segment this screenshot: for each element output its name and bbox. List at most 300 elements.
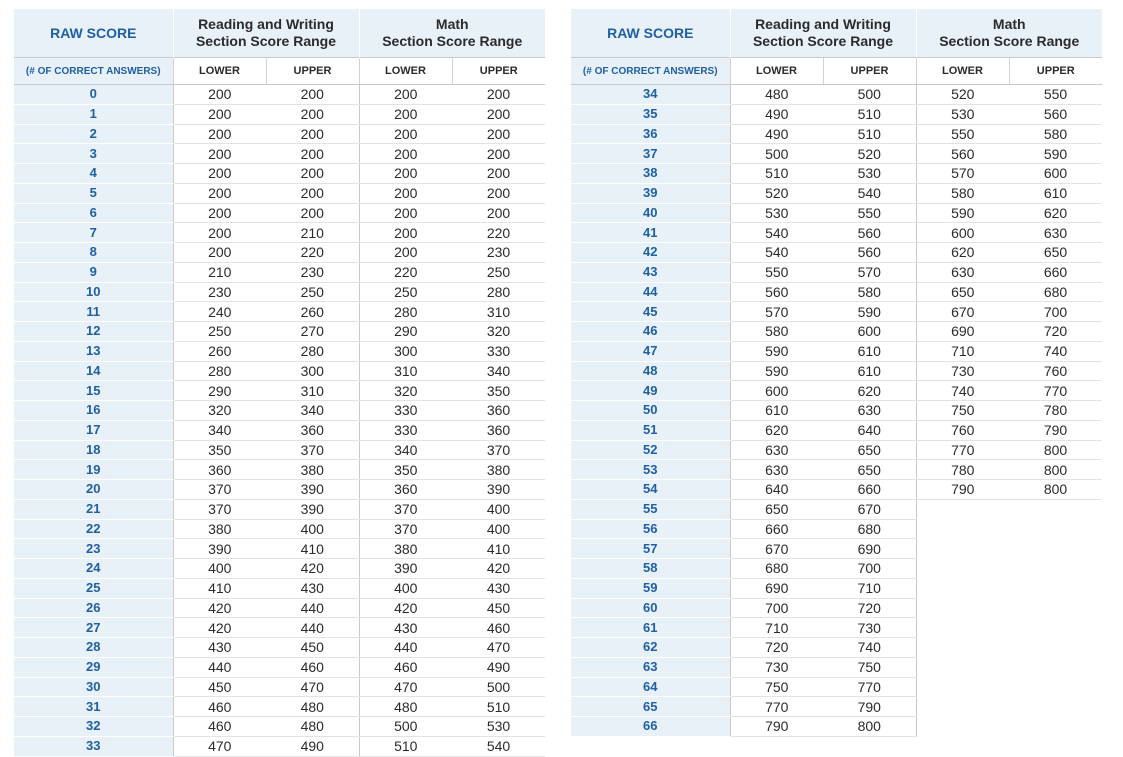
rw-lower-cell: 770 [730, 697, 823, 717]
table-row [571, 677, 1102, 697]
raw-score-cell: 31 [14, 697, 173, 717]
math-lower-cell: 200 [359, 203, 452, 223]
math-lower-cell: 420 [359, 598, 452, 618]
rw-lower-cell: 620 [730, 420, 823, 440]
raw-score-cell: 8 [14, 243, 173, 263]
raw-score-cell: 4 [14, 164, 173, 184]
table-row [571, 302, 1102, 322]
rw-upper-header: UPPER [823, 58, 916, 85]
rw-upper-cell: 300 [266, 361, 359, 381]
rw-lower-cell: 520 [730, 183, 823, 203]
raw-score-cell: 33 [14, 736, 173, 756]
rw-lower-cell: 680 [730, 559, 823, 579]
rw-lower-cell: 410 [173, 578, 266, 598]
rw-upper-cell: 400 [266, 519, 359, 539]
rw-upper-cell: 250 [266, 282, 359, 302]
raw-score-cell: 44 [571, 282, 730, 302]
math-lower-cell: 200 [359, 104, 452, 124]
table-row [14, 144, 545, 164]
raw-score-cell: 42 [571, 243, 730, 263]
rw-upper-cell: 450 [266, 638, 359, 658]
rw-lower-cell: 700 [730, 598, 823, 618]
rw-lower-cell: 320 [173, 401, 266, 421]
raw-score-cell: 6 [14, 203, 173, 223]
table-row [14, 85, 545, 105]
math-upper-cell: 200 [452, 183, 545, 203]
raw-score-cell: 16 [14, 401, 173, 421]
rw-lower-cell: 640 [730, 480, 823, 500]
raw-score-cell: 60 [571, 598, 730, 618]
rw-lower-cell: 650 [730, 499, 823, 519]
math-upper-cell [1009, 638, 1102, 658]
math-lower-cell: 360 [359, 480, 452, 500]
table-row [14, 223, 545, 243]
table-row [14, 322, 545, 342]
math-upper-cell: 340 [452, 361, 545, 381]
math-header: Math Section Score Range [359, 9, 545, 58]
math-lower-cell: 690 [916, 322, 1009, 342]
rw-lower-cell: 610 [730, 401, 823, 421]
table-row [14, 499, 545, 519]
math-lower-cell [916, 657, 1009, 677]
rw-upper-cell: 210 [266, 223, 359, 243]
rw-lower-cell: 660 [730, 519, 823, 539]
rw-upper-cell: 700 [823, 559, 916, 579]
raw-score-cell: 56 [571, 519, 730, 539]
table-row [14, 618, 545, 638]
table-row [571, 618, 1102, 638]
math-upper-cell: 200 [452, 124, 545, 144]
table-row [14, 736, 545, 756]
table-row [14, 104, 545, 124]
table-row [571, 657, 1102, 677]
math-lower-cell: 730 [916, 361, 1009, 381]
table-row [571, 401, 1102, 421]
rw-lower-cell: 630 [730, 440, 823, 460]
math-upper-cell [1009, 618, 1102, 638]
math-upper-cell: 800 [1009, 480, 1102, 500]
rw-upper-cell: 380 [266, 460, 359, 480]
math-lower-cell [916, 559, 1009, 579]
math-lower-cell: 250 [359, 282, 452, 302]
raw-score-cell: 55 [571, 499, 730, 519]
math-upper-cell: 680 [1009, 282, 1102, 302]
rw-upper-cell: 310 [266, 381, 359, 401]
raw-score-cell: 15 [14, 381, 173, 401]
math-lower-cell: 750 [916, 401, 1009, 421]
math-upper-cell: 400 [452, 519, 545, 539]
raw-score-cell: 37 [571, 144, 730, 164]
rw-lower-cell: 400 [173, 559, 266, 579]
math-upper-cell: 330 [452, 341, 545, 361]
table-row [571, 282, 1102, 302]
raw-score-cell: 52 [571, 440, 730, 460]
rw-upper-cell: 220 [266, 243, 359, 263]
rw-upper-cell: 680 [823, 519, 916, 539]
table-row [571, 420, 1102, 440]
rw-upper-cell: 230 [266, 262, 359, 282]
math-lower-cell: 280 [359, 302, 452, 322]
rw-upper-cell: 440 [266, 598, 359, 618]
table-row [14, 164, 545, 184]
table-row [14, 381, 545, 401]
rw-lower-cell: 450 [173, 677, 266, 697]
math-lower-cell: 400 [359, 578, 452, 598]
math-upper-cell: 600 [1009, 164, 1102, 184]
math-lower-cell: 480 [359, 697, 452, 717]
rw-upper-cell: 470 [266, 677, 359, 697]
rw-lower-cell: 470 [173, 736, 266, 756]
rw-lower-cell: 600 [730, 381, 823, 401]
raw-score-cell: 26 [14, 598, 173, 618]
raw-score-cell: 13 [14, 341, 173, 361]
rw-lower-cell: 550 [730, 262, 823, 282]
math-upper-cell: 560 [1009, 104, 1102, 124]
rw-upper-cell: 530 [823, 164, 916, 184]
math-lower-cell [916, 598, 1009, 618]
table-row [571, 104, 1102, 124]
raw-score-cell: 53 [571, 460, 730, 480]
math-lower-cell [916, 697, 1009, 717]
rw-lower-cell: 710 [730, 618, 823, 638]
math-upper-cell: 200 [452, 203, 545, 223]
math-lower-cell: 350 [359, 460, 452, 480]
math-upper-cell: 310 [452, 302, 545, 322]
math-upper-cell: 420 [452, 559, 545, 579]
rw-upper-cell: 490 [266, 736, 359, 756]
rw-upper-cell: 280 [266, 341, 359, 361]
math-upper-cell: 360 [452, 420, 545, 440]
math-upper-cell: 360 [452, 401, 545, 421]
rw-lower-cell: 460 [173, 717, 266, 737]
rw-lower-cell: 540 [730, 243, 823, 263]
rw-upper-header: UPPER [266, 58, 359, 85]
math-upper-cell: 720 [1009, 322, 1102, 342]
math-upper-cell [1009, 539, 1102, 559]
table-row [571, 480, 1102, 500]
rw-upper-cell: 510 [823, 124, 916, 144]
math-lower-cell [916, 638, 1009, 658]
table-row [14, 519, 545, 539]
raw-score-cell: 36 [571, 124, 730, 144]
raw-score-cell: 57 [571, 539, 730, 559]
math-upper-cell: 590 [1009, 144, 1102, 164]
rw-lower-cell: 230 [173, 282, 266, 302]
rw-upper-cell: 460 [266, 657, 359, 677]
rw-lower-cell: 370 [173, 499, 266, 519]
math-lower-cell: 200 [359, 124, 452, 144]
raw-score-cell: 29 [14, 657, 173, 677]
rw-lower-cell: 510 [730, 164, 823, 184]
table-row [14, 282, 545, 302]
math-lower-cell: 650 [916, 282, 1009, 302]
rw-lower-cell: 260 [173, 341, 266, 361]
rw-lower-cell: 420 [173, 618, 266, 638]
raw-score-cell: 66 [571, 717, 730, 737]
math-lower-cell: 780 [916, 460, 1009, 480]
math-lower-cell: 200 [359, 183, 452, 203]
table-row [14, 460, 545, 480]
table-row [571, 341, 1102, 361]
rw-upper-cell: 710 [823, 578, 916, 598]
math-upper-cell: 760 [1009, 361, 1102, 381]
rw-upper-cell: 370 [266, 440, 359, 460]
rw-lower-cell: 210 [173, 262, 266, 282]
math-upper-cell: 580 [1009, 124, 1102, 144]
rw-lower-cell: 370 [173, 480, 266, 500]
math-lower-cell: 380 [359, 539, 452, 559]
math-lower-cell: 550 [916, 124, 1009, 144]
raw-score-header: RAW SCORE [571, 9, 730, 58]
reading-writing-header: Reading and Writing Section Score Range [173, 9, 359, 58]
math-lower-cell: 430 [359, 618, 452, 638]
math-upper-cell: 220 [452, 223, 545, 243]
rw-lower-cell: 200 [173, 223, 266, 243]
raw-score-cell: 27 [14, 618, 173, 638]
rw-upper-cell: 560 [823, 223, 916, 243]
raw-score-cell: 61 [571, 618, 730, 638]
rw-lower-cell: 200 [173, 144, 266, 164]
math-lower-cell [916, 717, 1009, 737]
score-table-left [14, 9, 545, 757]
math-upper-cell: 350 [452, 381, 545, 401]
rw-upper-cell: 510 [823, 104, 916, 124]
rw-upper-cell: 740 [823, 638, 916, 658]
math-upper-cell: 230 [452, 243, 545, 263]
rw-lower-cell: 290 [173, 381, 266, 401]
raw-score-cell: 0 [14, 85, 173, 105]
rw-lower-cell: 390 [173, 539, 266, 559]
table-row [571, 638, 1102, 658]
math-lower-cell: 460 [359, 657, 452, 677]
raw-score-cell: 5 [14, 183, 173, 203]
raw-score-cell: 18 [14, 440, 173, 460]
table-row [571, 440, 1102, 460]
math-upper-cell: 800 [1009, 440, 1102, 460]
rw-upper-cell: 200 [266, 124, 359, 144]
table-row [14, 578, 545, 598]
math-lower-cell: 670 [916, 302, 1009, 322]
rw-upper-cell: 690 [823, 539, 916, 559]
table-row [14, 302, 545, 322]
math-lower-cell: 370 [359, 499, 452, 519]
raw-score-cell: 14 [14, 361, 173, 381]
math-upper-cell [1009, 519, 1102, 539]
math-upper-cell [1009, 677, 1102, 697]
rw-upper-cell: 520 [823, 144, 916, 164]
raw-score-cell: 50 [571, 401, 730, 421]
math-upper-cell: 550 [1009, 85, 1102, 105]
table-row [571, 144, 1102, 164]
math-upper-cell: 740 [1009, 341, 1102, 361]
rw-upper-cell: 480 [266, 717, 359, 737]
raw-score-cell: 30 [14, 677, 173, 697]
math-upper-cell: 450 [452, 598, 545, 618]
raw-score-cell: 22 [14, 519, 173, 539]
rw-lower-cell: 560 [730, 282, 823, 302]
table-row [571, 717, 1102, 737]
rw-lower-cell: 340 [173, 420, 266, 440]
rw-lower-cell: 280 [173, 361, 266, 381]
math-upper-cell: 700 [1009, 302, 1102, 322]
table-row [571, 539, 1102, 559]
rw-upper-cell: 730 [823, 618, 916, 638]
rw-upper-cell: 430 [266, 578, 359, 598]
math-upper-cell: 370 [452, 440, 545, 460]
raw-score-header: RAW SCORE [14, 9, 173, 58]
math-lower-cell [916, 578, 1009, 598]
table-row [571, 578, 1102, 598]
rw-lower-cell: 480 [730, 85, 823, 105]
raw-score-cell: 23 [14, 539, 173, 559]
table-row [14, 203, 545, 223]
raw-score-cell: 47 [571, 341, 730, 361]
math-header: Math Section Score Range [916, 9, 1102, 58]
math-upper-cell: 400 [452, 499, 545, 519]
math-lower-cell: 620 [916, 243, 1009, 263]
math-upper-cell: 530 [452, 717, 545, 737]
rw-lower-cell: 200 [173, 124, 266, 144]
math-lower-cell: 390 [359, 559, 452, 579]
raw-score-cell: 1 [14, 104, 173, 124]
math-upper-cell [1009, 499, 1102, 519]
rw-upper-cell: 650 [823, 440, 916, 460]
math-lower-cell: 790 [916, 480, 1009, 500]
math-upper-cell: 770 [1009, 381, 1102, 401]
math-lower-cell [916, 677, 1009, 697]
rw-lower-cell: 670 [730, 539, 823, 559]
math-lower-cell: 200 [359, 164, 452, 184]
rw-lower-cell: 730 [730, 657, 823, 677]
math-upper-cell: 780 [1009, 401, 1102, 421]
math-upper-cell: 200 [452, 164, 545, 184]
math-upper-cell: 790 [1009, 420, 1102, 440]
rw-lower-cell: 750 [730, 677, 823, 697]
table-row [14, 243, 545, 263]
math-lower-cell [916, 618, 1009, 638]
math-upper-cell: 280 [452, 282, 545, 302]
rw-upper-cell: 610 [823, 341, 916, 361]
rw-lower-cell: 460 [173, 697, 266, 717]
table-row [14, 183, 545, 203]
math-upper-cell: 630 [1009, 223, 1102, 243]
raw-score-cell: 65 [571, 697, 730, 717]
table-row [14, 559, 545, 579]
math-upper-cell: 410 [452, 539, 545, 559]
raw-score-cell: 58 [571, 559, 730, 579]
rw-upper-cell: 550 [823, 203, 916, 223]
math-lower-cell: 740 [916, 381, 1009, 401]
math-lower-cell: 570 [916, 164, 1009, 184]
rw-lower-cell: 200 [173, 164, 266, 184]
math-lower-cell: 300 [359, 341, 452, 361]
math-upper-cell [1009, 657, 1102, 677]
raw-score-cell: 17 [14, 420, 173, 440]
math-upper-cell: 540 [452, 736, 545, 756]
raw-score-cell: 19 [14, 460, 173, 480]
raw-score-cell: 62 [571, 638, 730, 658]
rw-lower-cell: 200 [173, 183, 266, 203]
raw-score-cell: 12 [14, 322, 173, 342]
raw-score-cell: 51 [571, 420, 730, 440]
table-row [14, 124, 545, 144]
rw-upper-cell: 540 [823, 183, 916, 203]
rw-upper-cell: 630 [823, 401, 916, 421]
rw-lower-cell: 790 [730, 717, 823, 737]
rw-lower-cell: 490 [730, 124, 823, 144]
table-row [571, 124, 1102, 144]
math-lower-cell: 440 [359, 638, 452, 658]
math-upper-cell: 650 [1009, 243, 1102, 263]
math-lower-cell: 200 [359, 223, 452, 243]
rw-upper-cell: 340 [266, 401, 359, 421]
table-row [14, 657, 545, 677]
math-upper-cell: 610 [1009, 183, 1102, 203]
rw-lower-cell: 720 [730, 638, 823, 658]
raw-score-cell: 49 [571, 381, 730, 401]
rw-upper-cell: 750 [823, 657, 916, 677]
math-lower-cell: 310 [359, 361, 452, 381]
table-row [571, 85, 1102, 105]
math-upper-cell: 390 [452, 480, 545, 500]
raw-score-cell: 21 [14, 499, 173, 519]
rw-upper-cell: 640 [823, 420, 916, 440]
raw-score-cell: 45 [571, 302, 730, 322]
table-row [571, 519, 1102, 539]
rw-upper-cell: 200 [266, 164, 359, 184]
table-row [571, 164, 1102, 184]
math-upper-cell: 200 [452, 104, 545, 124]
math-upper-cell: 430 [452, 578, 545, 598]
table-row [571, 223, 1102, 243]
table-row [571, 559, 1102, 579]
raw-score-subheader: (# OF CORRECT ANSWERS) [14, 58, 173, 85]
score-table-right [571, 9, 1102, 737]
table-row [571, 460, 1102, 480]
math-upper-cell: 620 [1009, 203, 1102, 223]
math-upper-cell: 800 [1009, 460, 1102, 480]
math-lower-cell: 760 [916, 420, 1009, 440]
raw-score-cell: 3 [14, 144, 173, 164]
raw-score-cell: 24 [14, 559, 173, 579]
math-lower-header: LOWER [916, 58, 1009, 85]
rw-lower-cell: 200 [173, 104, 266, 124]
raw-score-subheader: (# OF CORRECT ANSWERS) [571, 58, 730, 85]
math-upper-cell: 320 [452, 322, 545, 342]
math-lower-cell: 630 [916, 262, 1009, 282]
table-row [14, 401, 545, 421]
math-upper-cell: 470 [452, 638, 545, 658]
table-row [571, 203, 1102, 223]
table-row [14, 677, 545, 697]
rw-upper-cell: 720 [823, 598, 916, 618]
raw-score-cell: 32 [14, 717, 173, 737]
rw-lower-cell: 200 [173, 203, 266, 223]
rw-upper-cell: 200 [266, 104, 359, 124]
rw-upper-cell: 410 [266, 539, 359, 559]
table-row [571, 243, 1102, 263]
table-row [14, 539, 545, 559]
table-row [14, 420, 545, 440]
raw-score-cell: 59 [571, 578, 730, 598]
table-row [14, 341, 545, 361]
table-row [571, 262, 1102, 282]
rw-lower-cell: 440 [173, 657, 266, 677]
math-lower-cell: 340 [359, 440, 452, 460]
table-row [14, 480, 545, 500]
math-upper-cell [1009, 717, 1102, 737]
reading-writing-header: Reading and Writing Section Score Range [730, 9, 916, 58]
